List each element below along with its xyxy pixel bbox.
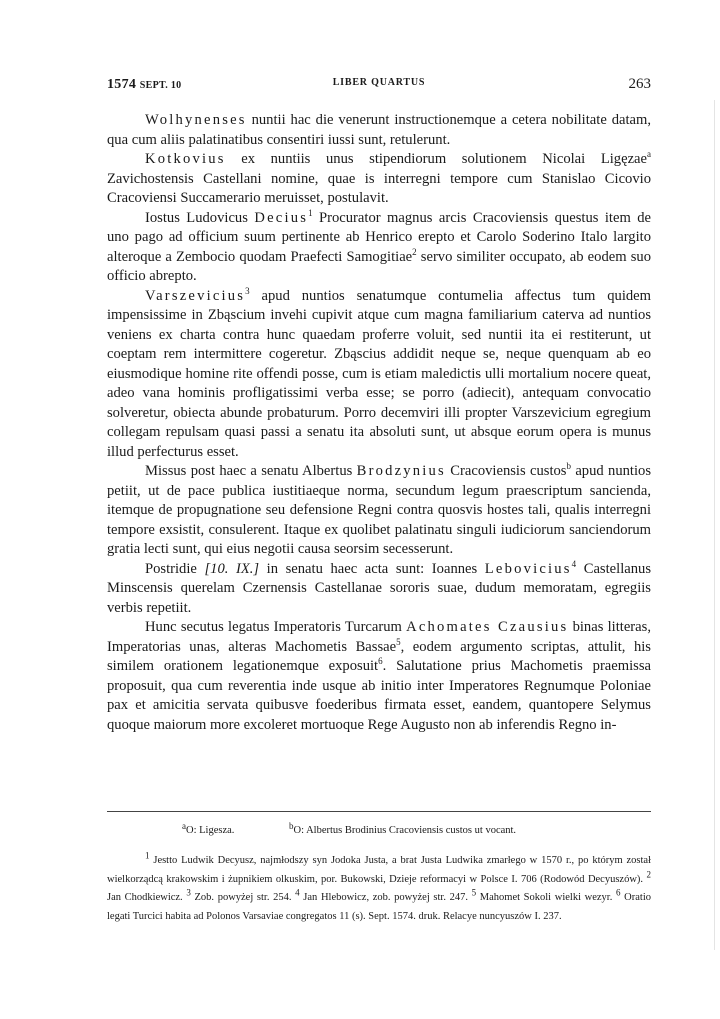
footnote-ref: a	[647, 149, 651, 160]
footnote-text: Jan Hlebowicz, zob. powyżej str. 247.	[299, 892, 468, 903]
paragraph-varszevicius	[107, 287, 651, 463]
paragraph-text: . Salutatione prius Machometis praemissa proposuit, qua cum reverentia inde usque ab initio inter Imperatores Regnumque Poloniae pax et amicitia servata quibusve foederibus firmata esset, eandem, quantopere Selymus quoque maiorum more excoleret mortuoque Rege Augusto non ab inferendis Regno in-	[107, 658, 651, 733]
header-year: 1574	[107, 77, 137, 92]
footnote-mark: 1	[145, 850, 150, 861]
footnote-ref: 4	[571, 558, 577, 569]
paragraph-text: , eodem argumento scriptas, attulit, his similem orationem legationemque exposuit	[107, 638, 651, 674]
paragraph-text: nuntii hac die venerunt instructionemque a cetera nobilitate datam, qua cum aliis palatinatibus consentiri iussi sunt, retulerunt.	[107, 112, 651, 148]
paragraph-text: binas litteras, Imperatorias unas, alteras Machometis Bassae	[107, 619, 651, 655]
header-book-title: LIBER QUARTUS	[332, 77, 426, 88]
footnote-mark: 3	[186, 887, 191, 898]
paragraph-kotkovius	[107, 150, 651, 209]
paragraph-text: Iostus Ludovicus	[145, 209, 255, 226]
page-edge-line	[714, 100, 715, 950]
footnote-ref: 3	[245, 285, 250, 296]
footnote-ref: 2	[412, 246, 417, 257]
footnote-mark: 6	[616, 887, 621, 898]
paragraph-text: in senatu haec acta sunt: Ioannes	[259, 560, 485, 577]
paragraph-text: Procurator magnus arcis Cracoviensis questus item de uno pago ad officium suum pertinente ab Henrico erepto et Carolo Soderino Italo largito alteroque a Zembocio quodam Praefecti Samogitiae	[107, 209, 651, 265]
footnote-ref: 1	[308, 207, 313, 218]
spaced-name: Varszevicius	[145, 287, 246, 304]
spaced-name: Wolhynenses	[145, 112, 247, 128]
paragraph-achomates	[107, 618, 651, 735]
footnote-divider	[107, 811, 651, 812]
footnote-ref: 6	[378, 656, 383, 667]
footnote-text: O: Ligesza.	[186, 825, 235, 836]
paragraph-brodzynius	[107, 462, 651, 560]
footnote-a: aO: Ligesza.	[182, 820, 235, 836]
spaced-name: Decius	[254, 209, 309, 226]
paragraph-text: Castellanus Minscensis querelam Czernensis Castellanae sororis suae, dudum memoratam, egregiis verbis repetiit.	[107, 560, 652, 616]
paragraph-text: apud nuntios petiit, ut de pace publica iustitiaeque norma, secundum legum praescriptum sancienda, itemque de propugnatione seu defensione Regni contra quosvis hostes tali, qualis interregni tempore exsistit, consulerent. Itaque ex quolibet palatinatu singuli iudiciorum sanciendorum gratia lecti sunt, qui eius negotii causa seorsim secesserunt.	[107, 463, 651, 557]
spaced-name: Achomates Czausius	[406, 619, 569, 635]
page-number: 263	[628, 76, 651, 92]
paragraph-text: Zavichostensis Castellani nomine, quae is interregni tempore cum Stanislao Cicovio Cracoviensi Succamerario meruisset, postulavit.	[107, 170, 651, 206]
paragraph-text: servo similiter occupato, ab eodem suo officio abrepto.	[107, 248, 651, 284]
footnote-b: bO: Albertus Brodinius Cracoviensis custos ut vocant.	[289, 820, 517, 836]
header-month-day: SEPT. 10	[139, 80, 182, 91]
footnote-ref: b	[566, 461, 571, 472]
paragraph-decius	[107, 209, 651, 287]
footnote-mark: 5	[471, 887, 477, 898]
paragraph-postridie	[107, 560, 651, 619]
spaced-name: Brodzynius	[356, 463, 446, 479]
paragraph-text: apud nuntios senatumque contumelia affectus tum quidem impensissime in Zbąscium invehi cupivit atque cum magna familiarium caterva ad nuntios veniens ex charta contra hunc quaedam proferre voluit, sed nuntii ita ei restiterunt, ut coeptam rem intermittere cogeretur. Zbąscius addidit neque se, neque quenquam ab eo eiusmodique homine rite offendi posse, cum is etiam maledictis ulli mortalium nocere queat, adeo vana hominis profligatissimi verba esse; se porro (adiecit), antequam convocatio solveretur, obiecta abunde probaturum. Porro decemviri illi propter Varszevicium egregium collegam repulsam quasi passi a senatu ita absoluti sunt, ut absque eorum opera is munus illud perfecturus esset.	[107, 287, 651, 460]
footnote-mark: 4	[295, 887, 300, 898]
footnote-text: O: Albertus Brodinius Cracoviensis custos ut vocant.	[293, 825, 517, 836]
paragraph-text: Cracoviensis custos	[445, 463, 567, 479]
paragraph-text: Missus post haec a senatu Albertus	[145, 463, 357, 479]
footnote-text: Zob. powyżej str. 254.	[190, 892, 292, 903]
running-header	[107, 76, 651, 96]
historical-footnotes	[107, 852, 651, 926]
main-text	[107, 111, 651, 735]
paragraph-wolhynenses	[107, 111, 651, 150]
footnote-text: Mahomet Sokoli wielki wezyr.	[476, 892, 613, 903]
footnote-ref: 5	[396, 636, 401, 647]
spaced-name: Kotkovius	[145, 151, 226, 167]
spaced-name: Lebovicius	[484, 560, 572, 577]
paragraph-text: Postridie	[145, 560, 205, 577]
editorial-date: [10. IX.]	[204, 560, 260, 577]
textual-footnotes	[107, 820, 651, 838]
footnote-mark: 2	[646, 869, 651, 879]
paragraph-text: Hunc secutus legatus Imperatoris Turcarum	[145, 619, 407, 635]
paragraph-text: ex nuntiis unus stipendiorum solutionem Nicolai Ligęzae	[225, 151, 647, 167]
footnote-text: Jestto Ludwik Decyusz, najmłodszy syn Jodoka Justa, a brat Justa Ludwika zmarłego w 1570 r., po którym został wielkorządcą krakowskim i żupnikiem olkuskim, por. Bukowski, Dzieje reformacyi w Polsce I. 706 (Rodowód Decyuszów).	[107, 855, 651, 885]
footnote-block	[107, 852, 651, 926]
footnote-text: Oratio legati Turcici habita ad Polonos Varsaviae congregatos 11 (s). Sept. 1574. druk. Relacye nuncyuszów I. 237.	[107, 892, 651, 922]
footnote-text: Jan Chodkiewicz.	[107, 892, 183, 903]
